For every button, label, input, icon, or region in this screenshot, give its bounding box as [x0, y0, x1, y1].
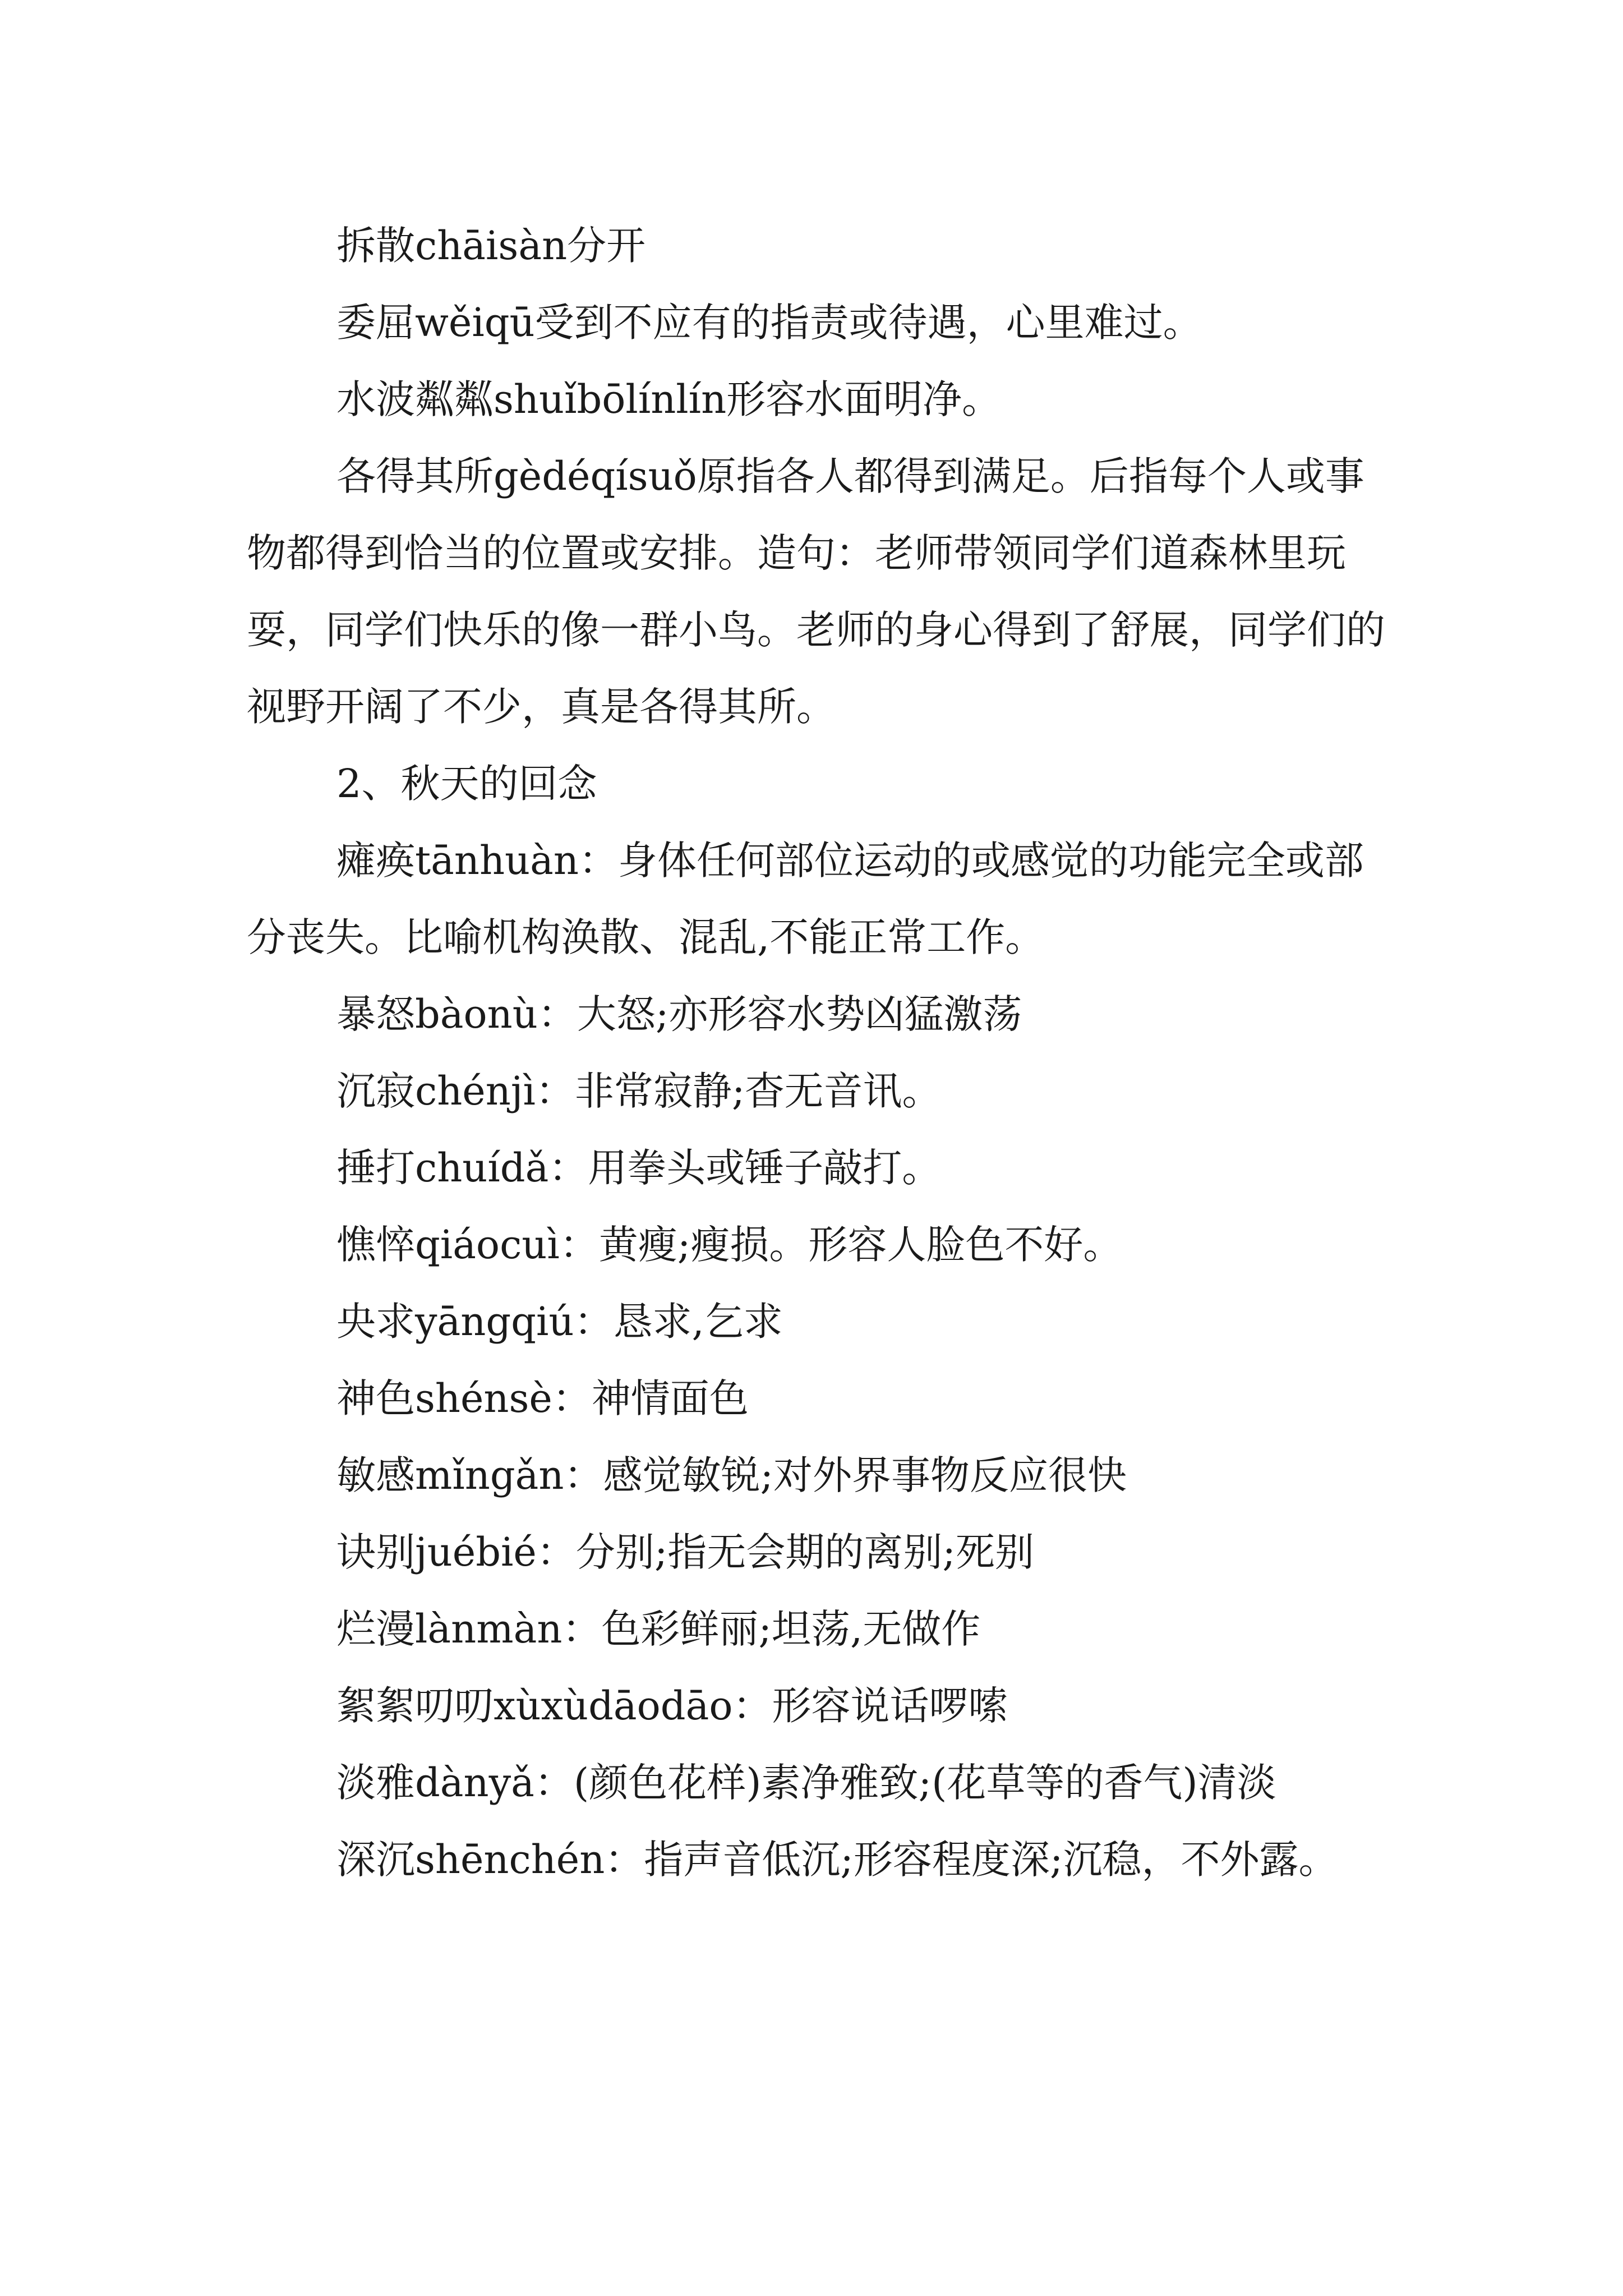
vocab-entry-yangqiu: 央求yāngqiú：恳求,乞求	[336, 1299, 783, 1345]
vocab-entry-qiaocui: 憔悴qiáocuì：黄瘦;瘦损。形容人脸色不好。	[336, 1222, 1123, 1268]
vocab-entry-mingan: 敏感mǐngǎn：感觉敏锐;对外界事物反应很快	[336, 1452, 1127, 1498]
vocab-entry-danya: 淡雅dànyǎ：(颜色花样)素净雅致;(花草等的香气)清淡	[336, 1760, 1276, 1806]
section-heading-qiutian: 2、秋天的回念	[336, 761, 597, 807]
vocab-entry-chuida: 捶打chuídǎ：用拳头或锤子敲打。	[336, 1145, 942, 1191]
vocab-entry-chenji: 沉寂chénjì：非常寂静;杳无音讯。	[336, 1068, 942, 1114]
vocab-entry-gedeqisuo: 各得其所gèdéqísuǒ原指各人都得到满足。后指每个人或事物都得到恰当的位置或安排。造句：老师带领同学们道森林里玩耍，同学们快乐的像一群小鸟。老师的身心得到了舒展，同学们的视野开阔了不少，真是各得其所。	[247, 453, 1385, 730]
vocab-entry-shense: 神色shénsè：神情面色	[336, 1375, 749, 1421]
vocab-entry-xuxudaodao: 絮絮叨叨xùxùdāodāo：形容说话啰嗦	[336, 1683, 1008, 1729]
vocab-entry-juebie: 诀别juébié：分别;指无会期的离别;死别	[336, 1529, 1035, 1575]
vocab-entry-lanman: 烂漫lànmàn：色彩鲜丽;坦荡,无做作	[336, 1606, 981, 1652]
vocab-entry-chaisan: 拆散chāisàn分开	[336, 223, 646, 269]
vocab-entry-weiqu: 委屈wěiqū受到不应有的指责或待遇，心里难过。	[336, 300, 1202, 346]
document-body	[247, 208, 1387, 1898]
vocab-entry-baonu: 暴怒bàonù：大怒;亦形容水势凶猛激荡	[336, 991, 1022, 1037]
vocab-entry-tanhuan: 瘫痪tānhuàn：身体任何部位运动的或感觉的功能完全或部分丧失。比喻机构涣散、混乱,不能正常工作。	[247, 838, 1364, 960]
vocab-entry-shuibolinlin: 水波粼粼shuǐbōlínlín形容水面明净。	[336, 376, 1002, 422]
vocab-entry-shenchen: 深沉shēnchén：指声音低沉;形容程度深;沉稳，不外露。	[336, 1837, 1338, 1883]
